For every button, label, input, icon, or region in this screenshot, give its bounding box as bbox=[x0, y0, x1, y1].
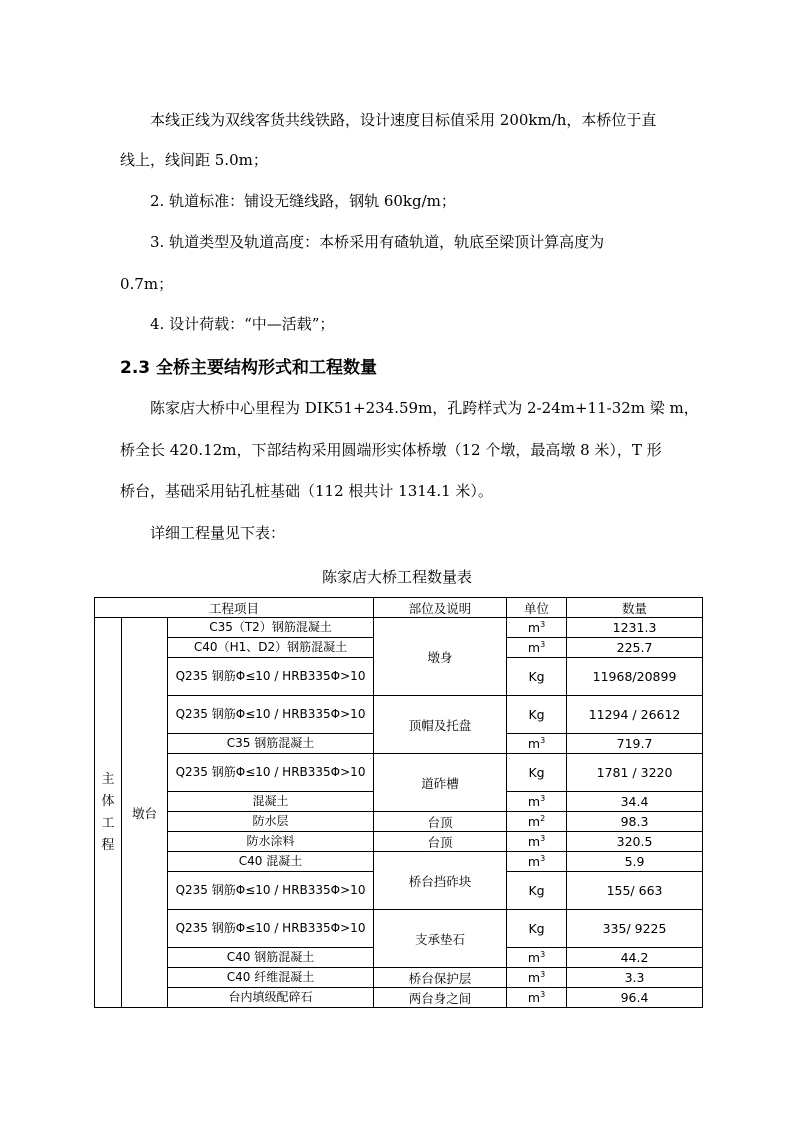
item-cell: C40 纤维混凝土 bbox=[168, 968, 374, 988]
item-cell: 混凝土 bbox=[168, 792, 374, 812]
table-row bbox=[95, 696, 703, 734]
paragraph-line: 桥全长 420.12m，下部结构采用圆端形实体桥墩（12 个墩，最高墩 8 米），T 形 bbox=[120, 441, 662, 459]
item-cell: C40 混凝土 bbox=[168, 852, 374, 872]
unit-cell: Kg bbox=[507, 696, 567, 734]
header-location: 部位及说明 bbox=[374, 598, 507, 618]
quantity-cell: 1231.3 bbox=[567, 618, 703, 638]
quantity-cell: 96.4 bbox=[567, 988, 703, 1008]
table-row bbox=[95, 832, 703, 852]
quantity-cell: 11968/20899 bbox=[567, 658, 703, 696]
location-cell: 墩身 bbox=[374, 618, 507, 696]
table-row bbox=[95, 754, 703, 792]
table-row bbox=[95, 968, 703, 988]
unit-cell: $m^3$ bbox=[507, 948, 567, 968]
item-cell: Q235 钢筋Φ≤10 / HRB335Φ>10 bbox=[168, 658, 374, 696]
item-cell: C40（H1、D2）钢筋混凝土 bbox=[168, 638, 374, 658]
location-cell: 台顶 bbox=[374, 812, 507, 832]
location-cell: 台顶 bbox=[374, 832, 507, 852]
location-cell: 支承垫石 bbox=[374, 910, 507, 968]
group-pier-abutment: 墩台 bbox=[122, 618, 168, 1008]
unit-cell: $m^2$ bbox=[507, 812, 567, 832]
quantity-cell: 98.3 bbox=[567, 812, 703, 832]
unit-cell: $m^3$ bbox=[507, 988, 567, 1008]
quantity-cell: 34.4 bbox=[567, 792, 703, 812]
paragraph-line: 桥台，基础采用钻孔桩基础（112 根共计 1314.1 米）。 bbox=[120, 482, 493, 500]
table-caption: 陈家店大桥工程数量表 bbox=[321, 568, 472, 586]
item-cell: C35（T2）钢筋混凝土 bbox=[168, 618, 374, 638]
section-heading: 2.3 全桥主要结构形式和工程数量 bbox=[120, 358, 378, 378]
item-cell: C40 钢筋混凝土 bbox=[168, 948, 374, 968]
item-cell: Q235 钢筋Φ≤10 / HRB335Φ>10 bbox=[168, 754, 374, 792]
unit-cell: Kg bbox=[507, 872, 567, 910]
quantity-cell: 155/ 663 bbox=[567, 872, 703, 910]
location-cell: 道砟槽 bbox=[374, 754, 507, 812]
location-cell: 桥台保护层 bbox=[374, 968, 507, 988]
unit-cell: $m^3$ bbox=[507, 792, 567, 812]
paragraph-line: 3. 轨道类型及轨道高度：本桥采用有碴轨道，轨底至梁顶计算高度为 bbox=[150, 233, 605, 251]
paragraph-line: 陈家店大桥中心里程为 DIK51+234.59m，孔跨样式为 2-24m+11-32m 梁 m， bbox=[150, 399, 699, 417]
unit-cell: $m^3$ bbox=[507, 618, 567, 638]
unit-cell: $m^3$ bbox=[507, 734, 567, 754]
header-quantity: 数量 bbox=[567, 598, 703, 618]
table-row bbox=[95, 618, 703, 638]
unit-cell: Kg bbox=[507, 910, 567, 948]
unit-cell: $m^3$ bbox=[507, 832, 567, 852]
paragraph-line: 0.7m； bbox=[120, 275, 174, 293]
unit-cell: Kg bbox=[507, 754, 567, 792]
paragraph-line: 2. 轨道标准：铺设无缝线路，钢轨 60kg/m； bbox=[150, 192, 456, 210]
quantity-cell: 1781 / 3220 bbox=[567, 754, 703, 792]
quantity-cell: 3.3 bbox=[567, 968, 703, 988]
quantity-cell: 11294 / 26612 bbox=[567, 696, 703, 734]
table-row bbox=[95, 910, 703, 948]
item-cell: Q235 钢筋Φ≤10 / HRB335Φ>10 bbox=[168, 696, 374, 734]
quantity-cell: 335/ 9225 bbox=[567, 910, 703, 948]
item-cell: 防水层 bbox=[168, 812, 374, 832]
location-cell: 两台身之间 bbox=[374, 988, 507, 1008]
quantity-cell: 320.5 bbox=[567, 832, 703, 852]
unit-cell: $m^3$ bbox=[507, 638, 567, 658]
location-cell: 桥台挡砟块 bbox=[374, 852, 507, 910]
item-cell: C35 钢筋混凝土 bbox=[168, 734, 374, 754]
paragraph-line: 详细工程量见下表： bbox=[150, 524, 286, 542]
quantity-cell: 225.7 bbox=[567, 638, 703, 658]
item-cell: Q235 钢筋Φ≤10 / HRB335Φ>10 bbox=[168, 910, 374, 948]
unit-cell: $m^3$ bbox=[507, 968, 567, 988]
paragraph-line: 本线正线为双线客货共线铁路，设计速度目标值采用 200km/h，本桥位于直 bbox=[150, 111, 657, 129]
paragraph-line: 线上，线间距 5.0m； bbox=[120, 151, 268, 169]
table-row bbox=[95, 988, 703, 1008]
table-header-row bbox=[95, 598, 703, 618]
group-main-works: 主体工程 bbox=[95, 618, 122, 1008]
header-item: 工程项目 bbox=[95, 598, 374, 618]
quantity-cell: 44.2 bbox=[567, 948, 703, 968]
unit-cell: Kg bbox=[507, 658, 567, 696]
table-row bbox=[95, 852, 703, 872]
item-cell: 防水涂料 bbox=[168, 832, 374, 852]
unit-cell: $m^3$ bbox=[507, 852, 567, 872]
item-cell: 台内填级配碎石 bbox=[168, 988, 374, 1008]
quantity-table bbox=[94, 597, 703, 1008]
item-cell: Q235 钢筋Φ≤10 / HRB335Φ>10 bbox=[168, 872, 374, 910]
paragraph-line: 4. 设计荷载：“中—活载”； bbox=[150, 315, 335, 333]
location-cell: 顶帽及托盘 bbox=[374, 696, 507, 754]
quantity-cell: 5.9 bbox=[567, 852, 703, 872]
header-unit: 单位 bbox=[507, 598, 567, 618]
quantity-cell: 719.7 bbox=[567, 734, 703, 754]
table-row bbox=[95, 812, 703, 832]
